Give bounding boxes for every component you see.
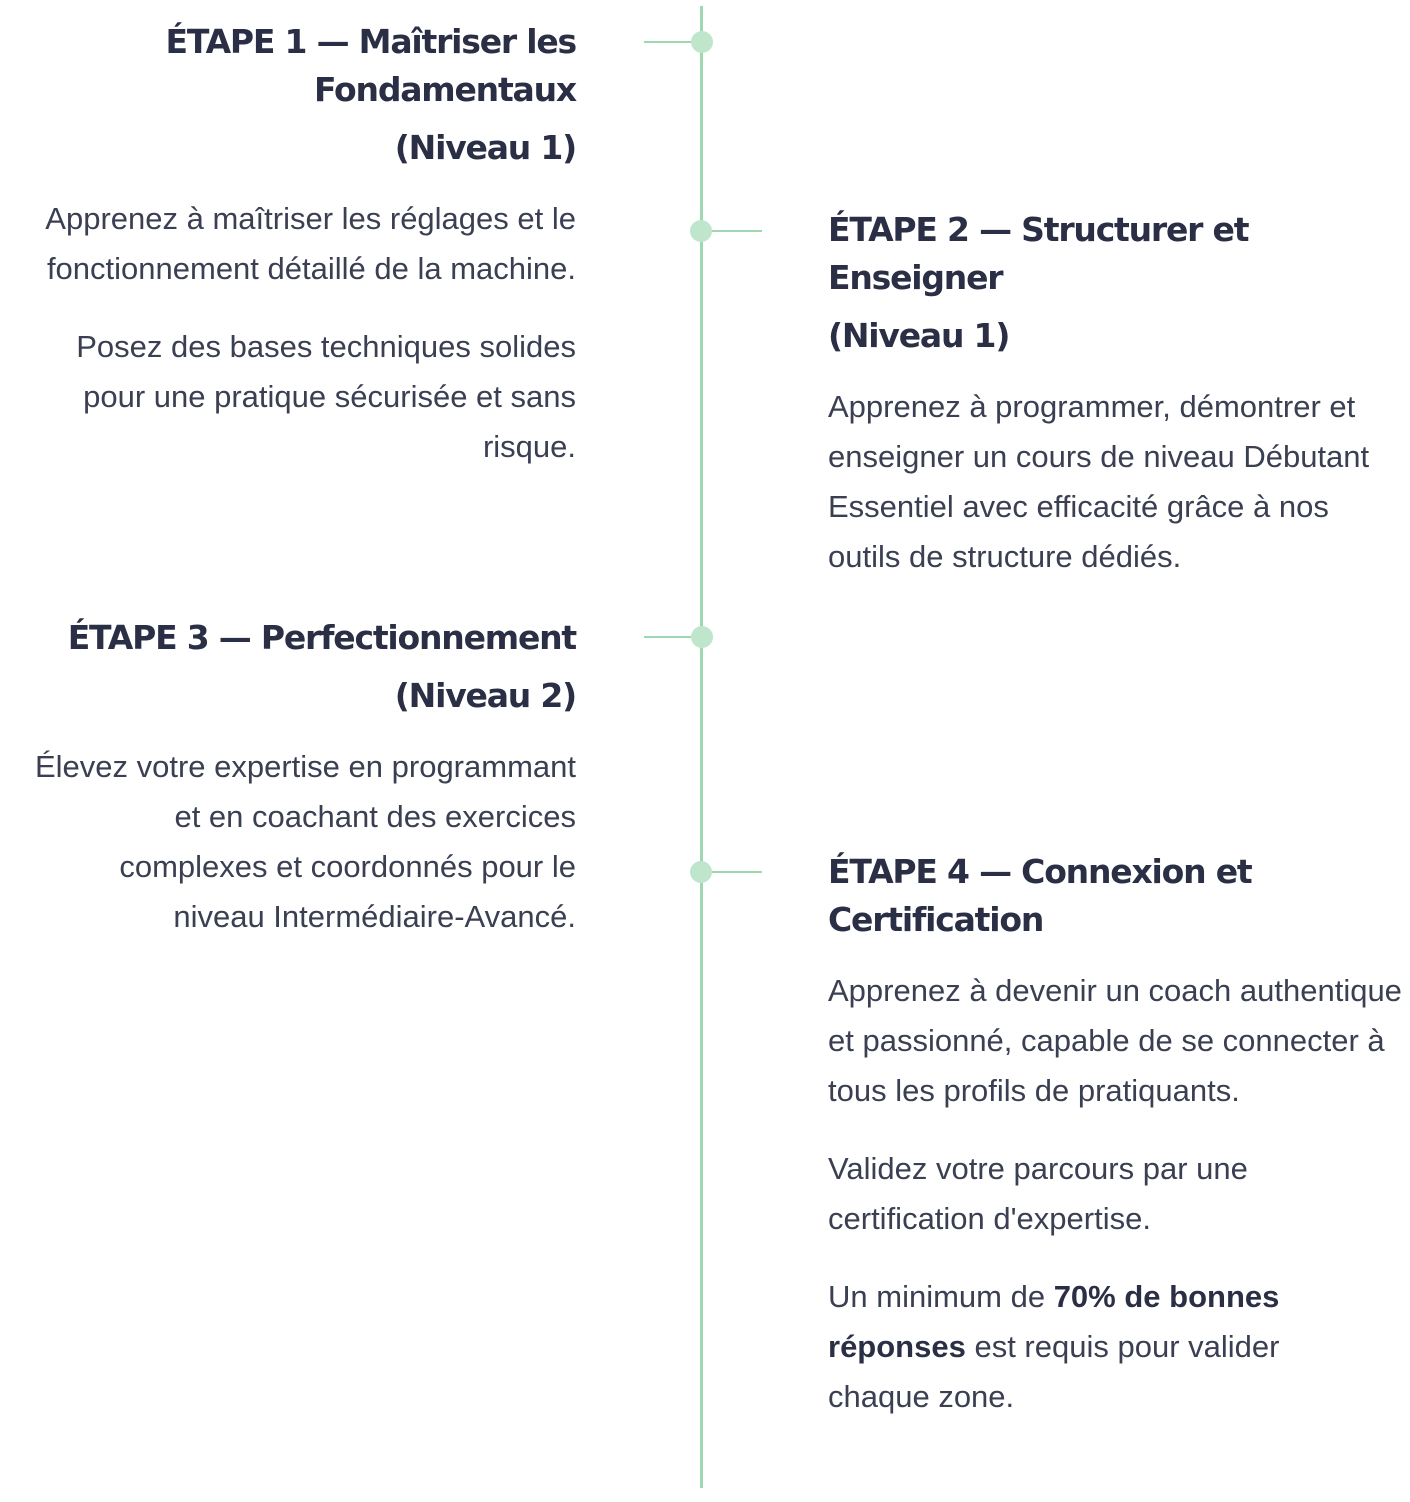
step-4-requirement-before: Un minimum de [828,1279,1054,1314]
step-1 [1,18,576,472]
step-3-level: (Niveau 2) [394,676,576,715]
step-3 [1,614,576,942]
step-2-level: (Niveau 1) [828,316,1010,355]
step-1-dot [691,31,713,53]
step-2-title: ÉTAPE 2 — Structurer et Enseigner [828,210,1249,297]
step-4-title: ÉTAPE 4 — Connexion et Certification [828,852,1252,939]
step-2-dot [690,220,712,242]
step-1-title: ÉTAPE 1 — Maîtriser les Fondamentaux [165,22,576,109]
step-1-paragraph-1: Apprenez à maîtriser les réglages et le fonctionnement détaillé de la machine. [45,201,576,286]
step-2-paragraph-1: Apprenez à programmer, démontrer et enseigner un cours de niveau Débutant Essentiel avec efficacité grâce à nos outils de structure dédiés. [828,389,1370,574]
step-4-dot [690,861,712,883]
step-4 [828,848,1403,1422]
step-3-paragraph-1: Élevez votre expertise en programmant et en coachant des exercices complexes et coordonnés pour le niveau Intermédiaire-Avancé. [34,749,576,934]
step-4-requirement [828,1272,1403,1422]
step-4-requirement-emphasis: 70% de bonnes réponses [828,1279,1280,1364]
step-4-paragraph-2: Validez votre parcours par une certification d'expertise. [828,1151,1248,1236]
step-1-level: (Niveau 1) [394,128,576,167]
step-3-dot [691,626,713,648]
step-4-paragraph-1: Apprenez à devenir un coach authentique et passionné, capable de se connecter à tous les profils de pratiquants. [828,973,1402,1108]
step-1-paragraph-2: Posez des bases techniques solides pour une pratique sécurisée et sans risque. [76,329,576,464]
step-4-requirement-after: est requis pour valider chaque zone. [828,1329,1280,1414]
step-3-title: ÉTAPE 3 — Perfectionnement [67,618,576,657]
step-2 [828,206,1403,582]
